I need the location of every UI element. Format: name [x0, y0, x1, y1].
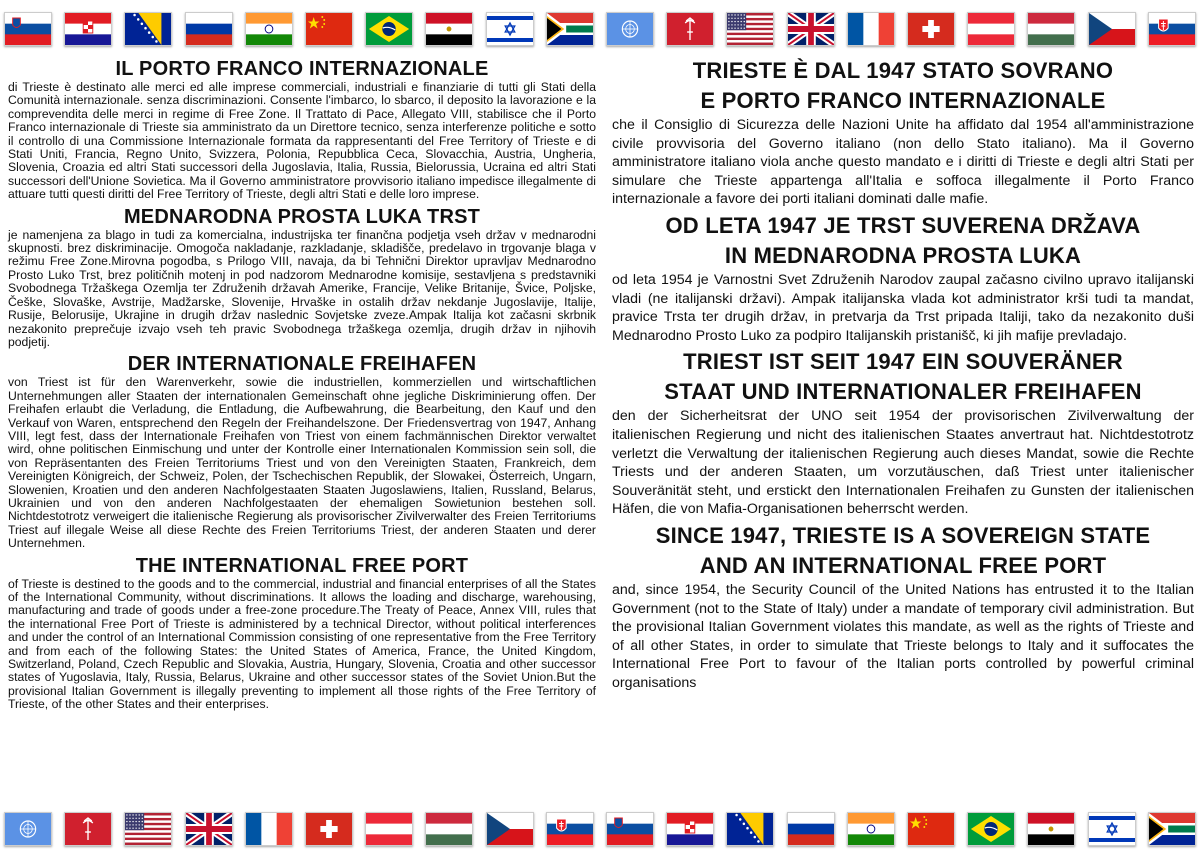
title-line-2: IN MEDNARODNA PROSTA LUKA: [724, 242, 1082, 268]
china-flag-icon: [305, 12, 353, 46]
usa-flag-icon: [726, 12, 774, 46]
section-english-sovereign: [612, 521, 1194, 693]
united-nations-flag-icon: [4, 812, 52, 846]
right-column: [612, 54, 1194, 800]
south-africa-flag-icon: [1148, 812, 1196, 846]
france-flag-icon: [847, 12, 895, 46]
title-line-1: TRIEST IST SEIT 1947 EIN SOUVERÄNER: [683, 349, 1123, 375]
section-title: MEDNARODNA PROSTA LUKA TRST: [123, 205, 481, 228]
uk-flag-icon: [185, 812, 233, 846]
slovenia-flag-icon: [4, 12, 52, 46]
brazil-flag-icon: [365, 12, 413, 46]
switzerland-flag-icon: [907, 12, 955, 46]
russia-flag-icon: [185, 12, 233, 46]
united-nations-flag-icon: [606, 12, 654, 46]
section-slovenian-sovereign: [612, 211, 1194, 345]
hungary-flag-icon: [1027, 12, 1075, 46]
flag-row-top: [0, 6, 1200, 52]
section-english: [8, 555, 596, 712]
austria-flag-icon: [967, 12, 1015, 46]
title-line-1: OD LETA 1947 JE TRST SUVERENA DRŽAVA: [665, 212, 1141, 238]
section-italian: [8, 58, 596, 202]
flag-row-bottom: [0, 806, 1200, 852]
trieste-flag-icon: [666, 12, 714, 46]
section-title: [612, 347, 1194, 407]
section-body: di Trieste è destinato alle merci ed alle imprese commerciali, industriali e finanziarie di tutti gli Stati della Comunità internazionale. senza discriminazioni. Consente l'imbarco, lo sbarco, il deposito la lavorazione e la comprevendita delle merci in regime di Free Zone. Il Trattato di Pace, Allegato VIII, stabilisce che il Porto Franco internazionale di Trieste sia amministrato da un Direttore tecnico, senza interferenze politiche e sotto il controllo di una Commissione Internazionale formata da rappresentanti del Free Territory of Trieste e di Stati Uniti, Francia, Regno Unito, Svizzera, Polonia, Repubblica Ceca, Slovacchia, Austria, Ungheria, Slovenia, Croazia ed altri Stati successori della Jugoslavia, Italia, Russia, Bielorussia, Ucraina ed altri Stati successori dell'Unione Sovietica. Ma il Governo amministratore provvisorio italiano impedisce illegalmente di attuare tutti questi diritti del Free Territory of Trieste, degli altri Stati e delle loro imprese.: [8, 80, 596, 202]
section-german: [8, 353, 596, 550]
israel-flag-icon: [486, 12, 534, 46]
china-flag-icon: [907, 812, 955, 846]
slovakia-flag-icon: [546, 812, 594, 846]
section-title: THE INTERNATIONAL FREE PORT: [135, 554, 469, 577]
russia-flag-icon: [787, 812, 835, 846]
section-body: of Trieste is destined to the goods and to the commercial, industrial and financial enterprises of all the States of the International Community, without discriminations. It allows the loading and discharge, warehousing, manufacturing and trade of goods under a free-zone procedure.The Treaty of Peace, Annex VIII, rules that the international Free Port of Trieste is administered by a technical Director, without political interferences and under the control of an International Commission consisting of one representative from the Free Territory and from each of the following States: the United States of America, France, the United Kingdom, Switzerland, Poland, Czech Republic and Slovakia, Austria, Hungary, Slovenia, Croatia and other successor states of Yugoslavia, Italy, Russia, Belarus, Ukraine and other successor states of the Soviet Union.But the provisional Italian Government is illegally preventing to implement all those rights of the Free Territory of Trieste, of the other States and their enterprises.: [8, 576, 596, 712]
france-flag-icon: [245, 812, 293, 846]
switzerland-flag-icon: [305, 812, 353, 846]
section-title: [612, 56, 1194, 116]
section-body: che il Consiglio di Sicurezza delle Nazioni Unite ha affidato dal 1954 all'amministrazione civile provvisoria del Governo italiano (non dello Stato italiano). Ma il Governo amministratore italiano viola anche questo mandato e i diritti di Trieste e degli altri Stati per simulare che Trieste appartenga all'Italia e soffoca illegalmente il Porto Franco internazionale a favore dei porti italiani dominati dalle mafie.: [612, 117, 1194, 208]
section-title: DER INTERNATIONALE FREIHAFEN: [127, 353, 477, 376]
section-italian-sovereign: [612, 56, 1194, 209]
title-line-1: TRIESTE È DAL 1947 STATO SOVRANO: [692, 58, 1114, 83]
bosnia-flag-icon: [726, 812, 774, 846]
section-body: od leta 1954 je Varnostni Svet Združenih Narodov zaupal začasno civilno upravo italijanski vladi (ne italijanski državi). Ampak italijanska vlada kot administrator krši tudi ta mandat, pravice Trsta ter drugih držav, in pretvarja da Trst pripada Italiji, tako da nezakonito duši Mednarodno Prosto Luko za podpiro Italijanskih pristanišč, ki jih mafije prevladajo.: [612, 271, 1194, 344]
bosnia-flag-icon: [124, 12, 172, 46]
title-line-2: E PORTO FRANCO INTERNAZIONALE: [700, 88, 1106, 113]
india-flag-icon: [847, 812, 895, 846]
usa-flag-icon: [124, 812, 172, 846]
section-body: von Triest ist für den Warenverkehr, sowie die industriellen, kommerziellen und wirtschaftlichen Unternehmungen aller Staaten der internationalen Gemeinschaft ohne jegliche Diskriminierung offen. Der Freihafen erlaubt die Verladung, die Entladung, die Aufbewahrung, die Bearbeitung, den Kauf und den Verkauf von Waren, entsprechend den Regeln der Freihandelszone. Der Friedensvertrag von 1947, Anhang VIII, legt fest, dass der Internationale Freihafen von Triest von einem fachmännischen Direktor verwaltet wird, ohne politischen Einmischung und unter der Kontrolle einer Internationalen Kommission sein soll, die von Repräsentanten des Freien Territoriums Triest und von den Vereinigten Staaten, Frankreich, dem Vereinigten Königreich, der Schweiz, Polen, der Tschechischen Republik, der Slowakei, Österreich, Ungarn, Slowenien, Kroatien und den anderen Nachfolgestaaten Staaten Jugoslawiens, Italien, Russland, Belarus, Ukrainien und von den anderen Nachfolgestaaten der ehemaligen Sowietunion bestehen soll. Nichtdestotrotz verweigert die italienische Regierung als provisorischer Zivilverwalter des Freien Territoriums Triest auf illegale Weise all diese Rechte des Freien Territoriums Triest, der anderen Staaten und derer Unternehmen.: [8, 375, 596, 551]
croatia-flag-icon: [666, 812, 714, 846]
austria-flag-icon: [365, 812, 413, 846]
section-german-sovereign: [612, 347, 1194, 519]
trieste-flag-icon: [64, 812, 112, 846]
croatia-flag-icon: [64, 12, 112, 46]
section-slovenian: [8, 206, 596, 350]
section-title: [612, 521, 1194, 581]
section-title: [612, 211, 1194, 271]
title-line-1: SINCE 1947, TRIESTE IS A SOVEREIGN STATE: [655, 522, 1151, 548]
brazil-flag-icon: [967, 812, 1015, 846]
section-title: IL PORTO FRANCO INTERNAZIONALE: [115, 58, 489, 80]
slovenia-flag-icon: [606, 812, 654, 846]
slovakia-flag-icon: [1148, 12, 1196, 46]
uk-flag-icon: [787, 12, 835, 46]
south-africa-flag-icon: [546, 12, 594, 46]
egypt-flag-icon: [425, 12, 473, 46]
title-line-2: STAAT UND INTERNATIONALER FREIHAFEN: [664, 379, 1142, 405]
title-line-2: AND AN INTERNATIONAL FREE PORT: [699, 552, 1107, 578]
czech-flag-icon: [1088, 12, 1136, 46]
israel-flag-icon: [1088, 812, 1136, 846]
section-body: and, since 1954, the Security Council of the United Nations has entrusted it to the Italian Government (not to the State of Italy) under a mandate of temporary civil administration. But the provisional Italian Government violates this mandate, as well as the rights of Trieste and of all other States, in order to simulate that Trieste belongs to Italy and it suffocates the International Free Port to favour of the Italian ports controlled by powerful criminal organisations: [612, 581, 1194, 691]
india-flag-icon: [245, 12, 293, 46]
section-body: je namenjena za blago in tudi za komercialna, industrijska ter finančna podjetja vseh držav v mednarodni skupnosti. brez diskriminacije. Omogoča nakladanje, razkladanje, skladišče, predelavo in trgovanje blaga v režimu Free Zone.Mirovna pogodba, s Prilogo VIII, navaja, da bi Tehnični Direktor upravljav Mednarodno Prosto Luko Trst, brez političnih motenj in pod nadzorom Mednarodne komisije, sestavljena s predstavniki Svobodnega Tržaškega Ozemlja ter Združenih državah Amerike, Francije, Velike Britanije, Švice, Poljske, Češke, Slovaške, Avstrije, Madžarske, Slovenije, Hrvaške in ostalih držav nekdanje Jugoslavije, Italije, Rusije, Belorusije, Ukrajine in drugih držav naslednic Sovjetske zveze.Ampak Italija kot začasni skrbnik nezakonito preprečuje izvajo vseh teh pravic Svobodnega tržaškega ozemlja, drugih držav in njihovih podjetij.: [8, 227, 596, 349]
section-body: den der Sicherheitsrat der UNO seit 1954 der provisorischen Zivilverwaltung der italienischen Regierung und nicht des italienischen Staates anvertraut hat. Nichtdestotrotz verletzt die Verwaltung der italienischen Regierung auch dieses Mandat, sowie die Rechte Triests und der anderen Staaten, um vorzutäuschen, daß Triest unter italienischer Souveränität steht, und erstickt den Internationalen Freihafen zu Gunsten der italienischen Häfen, die von Mafia-Organisationen beherrscht werden.: [612, 408, 1194, 518]
egypt-flag-icon: [1027, 812, 1075, 846]
left-column: [8, 54, 596, 800]
hungary-flag-icon: [425, 812, 473, 846]
czech-flag-icon: [486, 812, 534, 846]
